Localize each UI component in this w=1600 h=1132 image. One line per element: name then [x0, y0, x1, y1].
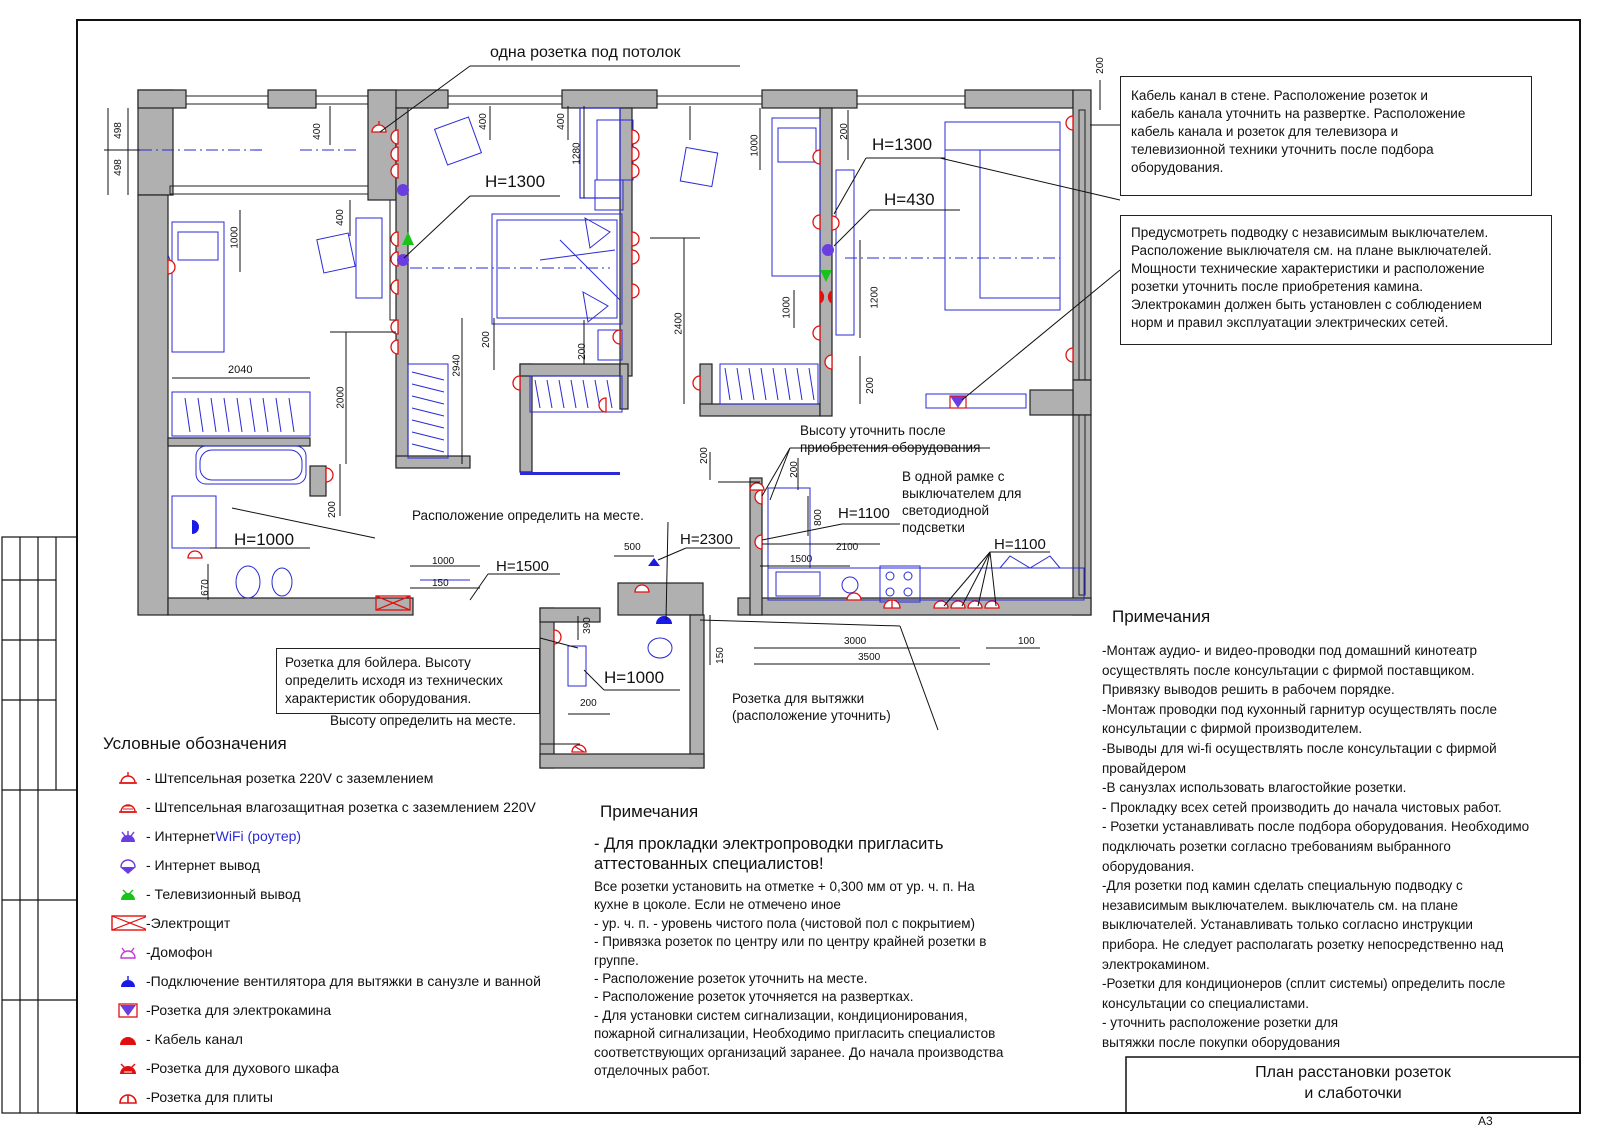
- dimension-label: 670: [199, 579, 211, 596]
- cable-channel-icon: [110, 1027, 146, 1051]
- internet-outlet-icon: [110, 853, 146, 877]
- dimension-label: 500: [624, 542, 641, 553]
- dimension-label: 3000: [844, 636, 867, 647]
- dimension-label: 400: [311, 123, 323, 140]
- title-block-line1: План расстановки розеток: [1255, 1064, 1451, 1081]
- dimension-label: 150: [714, 647, 726, 664]
- dimension-label: 1280: [571, 142, 583, 165]
- legend-item: [110, 793, 536, 821]
- fireplace-outlet-icon: [110, 998, 146, 1022]
- legend-item-label: -Электрощит: [146, 915, 231, 931]
- legend-item: [110, 1083, 273, 1111]
- dimension-label: 200: [576, 343, 588, 360]
- note-height-on-site: Высоту определить на месте.: [330, 713, 517, 728]
- height-label: H=1100: [994, 536, 1046, 553]
- legend-item: [110, 1025, 243, 1053]
- dimension-label: 400: [334, 209, 346, 226]
- dimension-label: 2100: [836, 542, 859, 553]
- dimension-label: 200: [580, 698, 597, 709]
- dimension-label: 1200: [869, 286, 881, 309]
- sheet-format: А3: [1478, 1114, 1493, 1128]
- legend-item: [110, 880, 301, 908]
- dimension-label: 1000: [432, 556, 455, 567]
- dimension-label: 200: [788, 461, 800, 478]
- note-fireplace: Предусмотреть подводку с независимым выключателем. Расположение выключателя см. на плане выключателей. Мощности технические характеристики и расположение розетки уточнить после приобретения камина. Электрокамин должен быть установлен с соблюдением норм и правил эксплуатации электрических сетей.: [1120, 215, 1552, 345]
- dimension-label: 150: [432, 578, 449, 589]
- legend-item-label: -Розетка для электрокамина: [146, 1002, 332, 1018]
- notes-center-title: Примечания: [600, 802, 699, 821]
- dimension-label: 200: [326, 501, 338, 518]
- height-label: H=430: [884, 190, 935, 209]
- note-hood: Розетка для вытяжки (расположение уточнить): [732, 691, 891, 723]
- stove-outlet-icon: [110, 1085, 146, 1109]
- legend-item-label: -Розетка для плиты: [146, 1089, 273, 1105]
- dimension-label: 200: [480, 331, 492, 348]
- legend-item: [110, 822, 301, 850]
- callout-ceiling-outlet: одна розетка под потолок: [490, 44, 681, 61]
- legend-item-label: - Интернет вывод: [146, 857, 260, 873]
- tv-and-internet-symbols: [192, 184, 966, 624]
- legend-item-label: - Кабель канал: [146, 1031, 243, 1047]
- legend-item-label: - Штепсельная розетка 220V с заземлением: [146, 770, 434, 786]
- legend-item: [110, 996, 331, 1024]
- legend-item: [110, 938, 213, 966]
- note-clarify-height: Высоту уточнить после приобретения оборудования: [800, 423, 981, 455]
- wifi-router-icon: [110, 824, 146, 848]
- dimension-label: 2940: [451, 354, 463, 377]
- dimension-label: 200: [1094, 57, 1106, 74]
- note-determine-place: Расположение определить на месте.: [412, 508, 644, 523]
- dimension-label: 498: [112, 122, 124, 139]
- legend-item-label: - Штепсельная влагозащитная розетка с заземлением 220V: [146, 799, 536, 815]
- height-label: H=1000: [234, 530, 295, 549]
- dimension-label: 2400: [673, 312, 685, 335]
- legend-item: [110, 764, 433, 792]
- electrical-panel-icon: [110, 911, 146, 935]
- dimension-label: 390: [581, 617, 593, 634]
- height-label: H=1100: [838, 505, 890, 522]
- left-stamp: [2, 537, 77, 1113]
- oven-outlet-icon: [110, 1056, 146, 1080]
- legend-item: [110, 967, 541, 995]
- dimension-label: 400: [555, 113, 567, 130]
- note-boiler: Розетка для бойлера. Высоту определить исходя из технических характеристик оборудования.: [276, 648, 540, 714]
- intercom-icon: [110, 940, 146, 964]
- dimension-label: 200: [698, 447, 710, 464]
- legend-item-label: -Розетка для духового шкафа: [146, 1060, 340, 1076]
- legend-item-highlight: WiFi (роутер): [215, 828, 302, 844]
- dimension-label: 200: [864, 377, 876, 394]
- dimension-label: 498: [112, 159, 124, 176]
- notes-right-title: Примечания: [1112, 607, 1211, 626]
- height-label: H=2300: [680, 531, 733, 548]
- dimension-label: 2040: [228, 364, 253, 376]
- tv-outlet-icon: [110, 882, 146, 906]
- legend-item: [110, 909, 230, 937]
- dimension-label: 1000: [229, 226, 241, 249]
- title-block-line2: и слаботочки: [1304, 1085, 1402, 1102]
- legend-title: Условные обозначения: [103, 734, 287, 753]
- height-label: H=1300: [485, 172, 546, 191]
- legend-item: [110, 1054, 339, 1082]
- dimension-label: 1000: [749, 134, 761, 157]
- dimension-label: 1500: [790, 554, 813, 565]
- waterproof-outlet-icon: [110, 795, 146, 819]
- legend-item-label: - Интернет: [146, 828, 216, 844]
- dimension-label: 800: [812, 509, 824, 526]
- legend-item-label: -Домофон: [146, 944, 213, 960]
- dimension-label: 3500: [858, 652, 881, 663]
- notes-center-lead: - Для прокладки электропроводки пригласить аттестованных специалистов!: [594, 835, 944, 873]
- dimension-label: 2000: [335, 386, 347, 409]
- height-label: H=1500: [496, 558, 549, 575]
- notes-center-body: Все розетки установить на отметке + 0,300 мм от ур. ч. п. На кухне в цоколе. Если не отмечено иное - ур. ч. п. - уровень чистого пола (чистовой пол с покрытием) - Привязка розеток по центру или по центру крайней розетки в группе. - Расположение розеток уточнить на месте. - Расположение розеток уточняется на развертках. - Для установки систем сигнализации, кондиционирования, пожарной сигнализации, Необходимо пригласить специалистов соответствующих организаций заранее. До начала производства отделочных работ.: [594, 879, 1004, 1079]
- dimension-label: 1000: [781, 296, 793, 319]
- height-label: H=1000: [604, 668, 665, 687]
- outlet-icon: [110, 766, 146, 790]
- height-label: H=1300: [872, 135, 933, 154]
- fan-connection-icon: [110, 969, 146, 993]
- note-same-frame: В одной рамке с выключателем для светодиодной подсветки: [902, 469, 1022, 535]
- legend-item: [110, 851, 260, 879]
- note-cable-channel: Кабель канал в стене. Расположение розеток и кабель канала уточнить на развертке. Расположение кабель канала и розеток для телевизора и телевизионной техники уточнить после подбора оборудования.: [1120, 76, 1532, 196]
- dimension-label: 100: [1018, 636, 1035, 647]
- legend-item-label: - Телевизионный вывод: [146, 886, 301, 902]
- notes-right-body: -Монтаж аудио- и видео-проводки под домашний кинотеатр осуществлять после консультации с фирмой поставщиком. Привязку выводов решить в рабочем порядке. -Монтаж проводки под кухонный гарнитур осуществлять после консультации с фирмой производителем. -Выводы для wi-fi осуществлять после консультации с фирмой провайдером -В санузлах использовать влагостойкие розетки. - Прокладку всех сетей производить до начала чистовых работ. - Розетки устанавливать после подбора оборудования. Необходимо подключать розетки согласно требованиям выбранного оборудования. -Для розетки под камин сделать специальную подводку с независимым выключателем. выключатель см. на плане выключателей. Устанавливать только согласно инструкции прибора. Не следует располагать розетку непосредственно над электрокамином. -Розетки для кондиционеров (сплит системы) определить после консультации со специалистами. - уточнить расположение розетки для вытяжки после покупки оборудования: [1102, 643, 1530, 1050]
- legend-item-label: -Подключение вентилятора для вытяжки в санузле и ванной: [146, 973, 541, 989]
- dimension-label: 200: [838, 123, 850, 140]
- dimension-label: 400: [477, 113, 489, 130]
